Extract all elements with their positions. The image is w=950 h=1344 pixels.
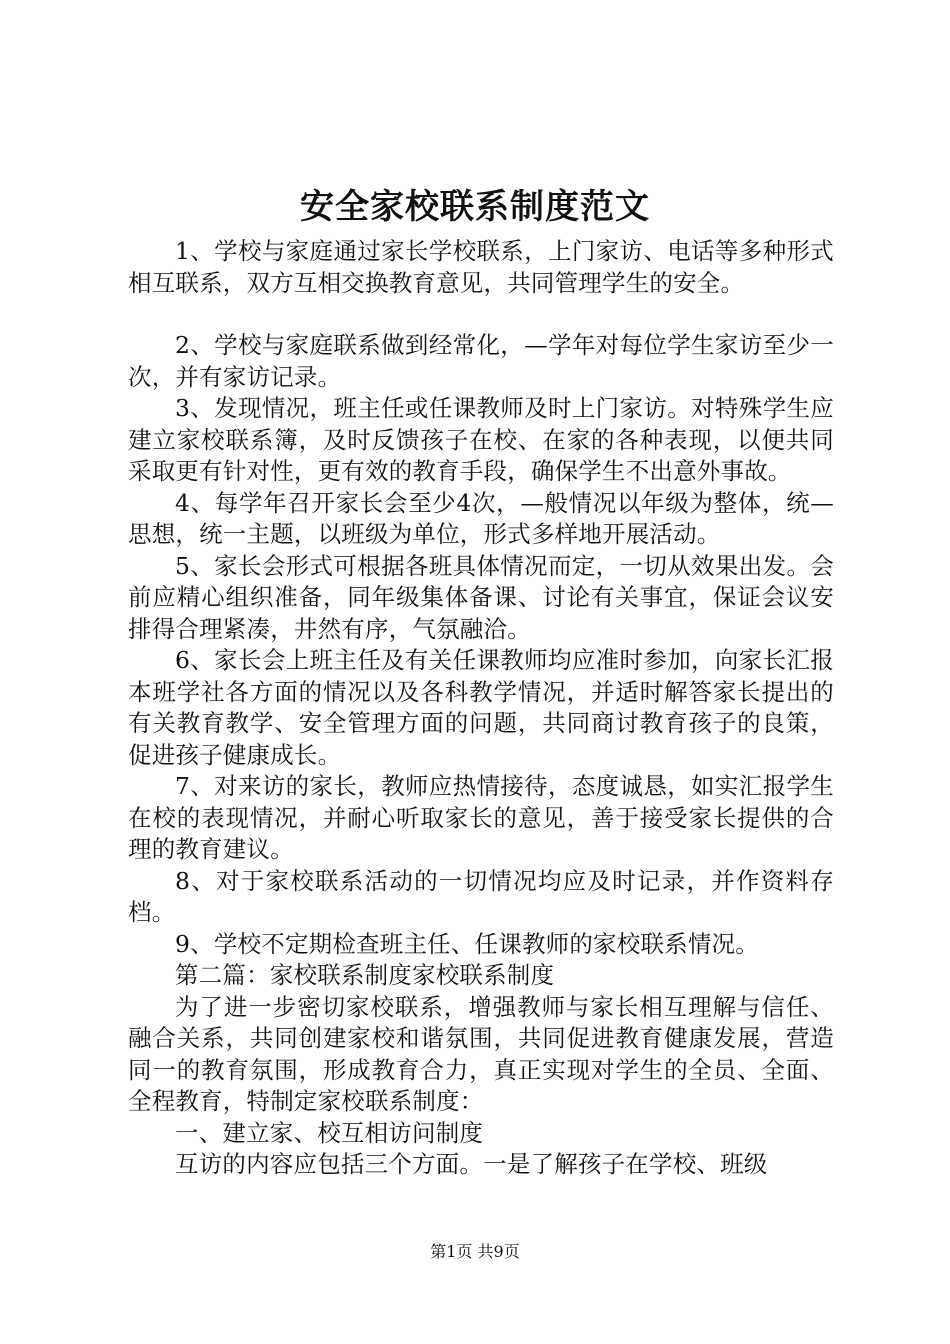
section-heading-part-two: 第二篇：家校联系制度家校联系制度 <box>175 961 555 989</box>
paragraph-9: 9、学校不定期检查班主任、任课教师的家校联系情况。 <box>175 929 759 958</box>
paragraph-6: 6、家长会上班主任及有关任课教师均应准时参加，向家长汇报本班学社各方面的情况以及各科教学情况，并适时解答家长提出的有关教育教学、安全管理方面的问题，共同商讨教育孩子的良策，促进孩子健康成长。 <box>128 646 834 769</box>
paragraph-intro: 为了进一步密切家校联系，增强教师与家长相互理解与信任、融合关系，共同创建家校和谐氛围，共同促进教育健康发展，营造同一的教育氛围，形成教育合力，真正实现对学生的全员、全面、全程教育，特制定家校联系制度： <box>128 992 834 1115</box>
section-heading-1: 一、建立家、校互相访问制度 <box>175 1118 484 1147</box>
page-footer: 第1页 共9页 <box>430 1242 520 1261</box>
paragraph-7: 7、对来访的家长，教师应热情接待，态度诚恳，如实汇报学生在校的表现情况，并耐心听取家长的意见，善于接受家长提供的合理的教育建议。 <box>128 772 834 863</box>
paragraph-1: 1、学校与家庭通过家长学校联系，上门家访、电话等多种形式相互联系，双方互相交换教育意见，共同管理学生的安全。 <box>128 237 834 297</box>
paragraph-8: 8、对于家校联系活动的一切情况均应及时记录，并作资料存档。 <box>128 866 834 926</box>
paragraph-3: 3、发现情况，班主任或任课教师及时上门家访。对特殊学生应建立家校联系簿，及时反馈孩子在校、在家的各种表现，以便共同采取更有针对性，更有效的教育手段，确保学生不出意外事故。 <box>128 394 834 485</box>
paragraph-5: 5、家长会形式可根据各班具体情况而定，一切从效果出发。会前应精心组织准备，同年级集体备课、讨论有关事宜，保证会议安排得合理紧凑，井然有序，气氛融洽。 <box>128 551 834 643</box>
document-body <box>128 236 834 1181</box>
paragraph-2: 2、学校与家庭联系做到经常化，—学年对每位学生家访至少一次，并有家访记录。 <box>128 331 834 391</box>
paragraph-4: 4、每学年召开家长会至少4次，—般情况以年级为整体，统—思想，统一主题，以班级为单位，形式多样地开展活动。 <box>128 488 834 548</box>
paragraph-visit-content: 互访的内容应包括三个方面。一是了解孩子在学校、班级 <box>175 1150 768 1178</box>
document-title: 安全家校联系制度范文 <box>300 187 650 227</box>
